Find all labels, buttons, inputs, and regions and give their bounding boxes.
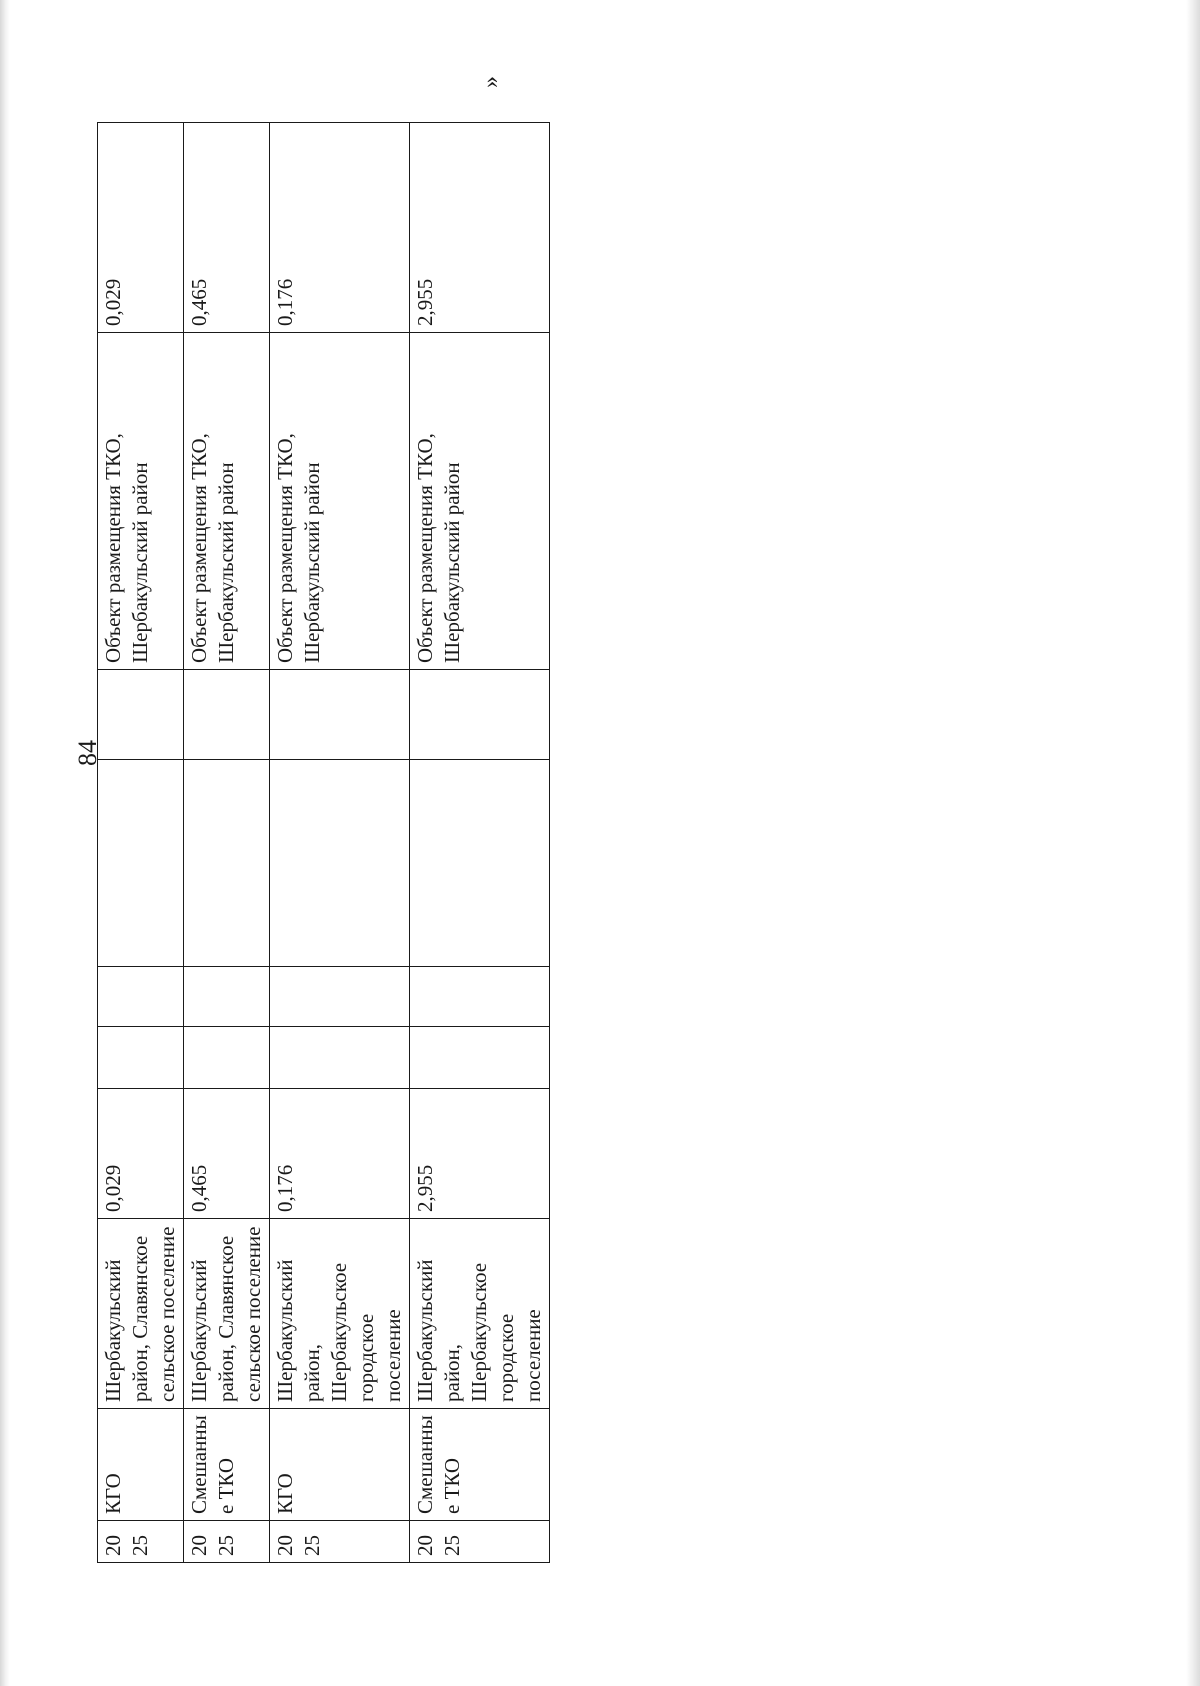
waste-type-cell: Смешанные ТКО [184, 1409, 270, 1521]
table-body [98, 123, 550, 1563]
table-row [410, 123, 550, 1563]
empty-cell [184, 967, 270, 1027]
amount-received-cell: 0,029 [98, 123, 184, 333]
empty-cell [98, 670, 184, 760]
amount-received-cell: 0,465 [184, 123, 270, 333]
source-cell: Шербакульский район, Славянское сельское поселение [98, 1219, 184, 1409]
waste-flow-table [97, 122, 550, 1563]
empty-cell [270, 967, 410, 1027]
empty-cell [410, 1027, 550, 1089]
amount-received-cell: 0,176 [270, 123, 410, 333]
empty-cell [98, 967, 184, 1027]
empty-cell [184, 670, 270, 760]
amount-cell: 2,955 [410, 1089, 550, 1219]
empty-cell [270, 670, 410, 760]
destination-cell: Объект размещения ТКО, Шербакульский район [410, 333, 550, 670]
closing-quote-mark: » [478, 76, 504, 88]
waste-type-cell: КГО [270, 1409, 410, 1521]
amount-cell: 0,176 [270, 1089, 410, 1219]
empty-cell [184, 1027, 270, 1089]
table-row [98, 123, 184, 1563]
source-cell: Шербакульский район, Шербакульское городское поселение [410, 1219, 550, 1409]
year-cell: 2025 [410, 1521, 550, 1563]
source-cell: Шербакульский район, Шербакульское городское поселение [270, 1219, 410, 1409]
destination-cell: Объект размещения ТКО, Шербакульский район [184, 333, 270, 670]
source-cell: Шербакульский район, Славянское сельское поселение [184, 1219, 270, 1409]
table-row [270, 123, 410, 1563]
year-cell: 2025 [98, 1521, 184, 1563]
empty-cell [270, 1027, 410, 1089]
empty-cell [98, 1027, 184, 1089]
empty-cell [410, 670, 550, 760]
waste-type-cell: Смешанные ТКО [410, 1409, 550, 1521]
empty-cell [410, 967, 550, 1027]
empty-cell [410, 760, 550, 967]
page-number: 84 [73, 740, 102, 766]
year-cell: 2025 [184, 1521, 270, 1563]
empty-cell [184, 760, 270, 967]
empty-cell [98, 760, 184, 967]
year-cell: 2025 [270, 1521, 410, 1563]
table-row [184, 123, 270, 1563]
destination-cell: Объект размещения ТКО, Шербакульский район [270, 333, 410, 670]
empty-cell [270, 760, 410, 967]
amount-cell: 0,465 [184, 1089, 270, 1219]
amount-received-cell: 2,955 [410, 123, 550, 333]
amount-cell: 0,029 [98, 1089, 184, 1219]
waste-type-cell: КГО [98, 1409, 184, 1521]
destination-cell: Объект размещения ТКО, Шербакульский район [98, 333, 184, 670]
